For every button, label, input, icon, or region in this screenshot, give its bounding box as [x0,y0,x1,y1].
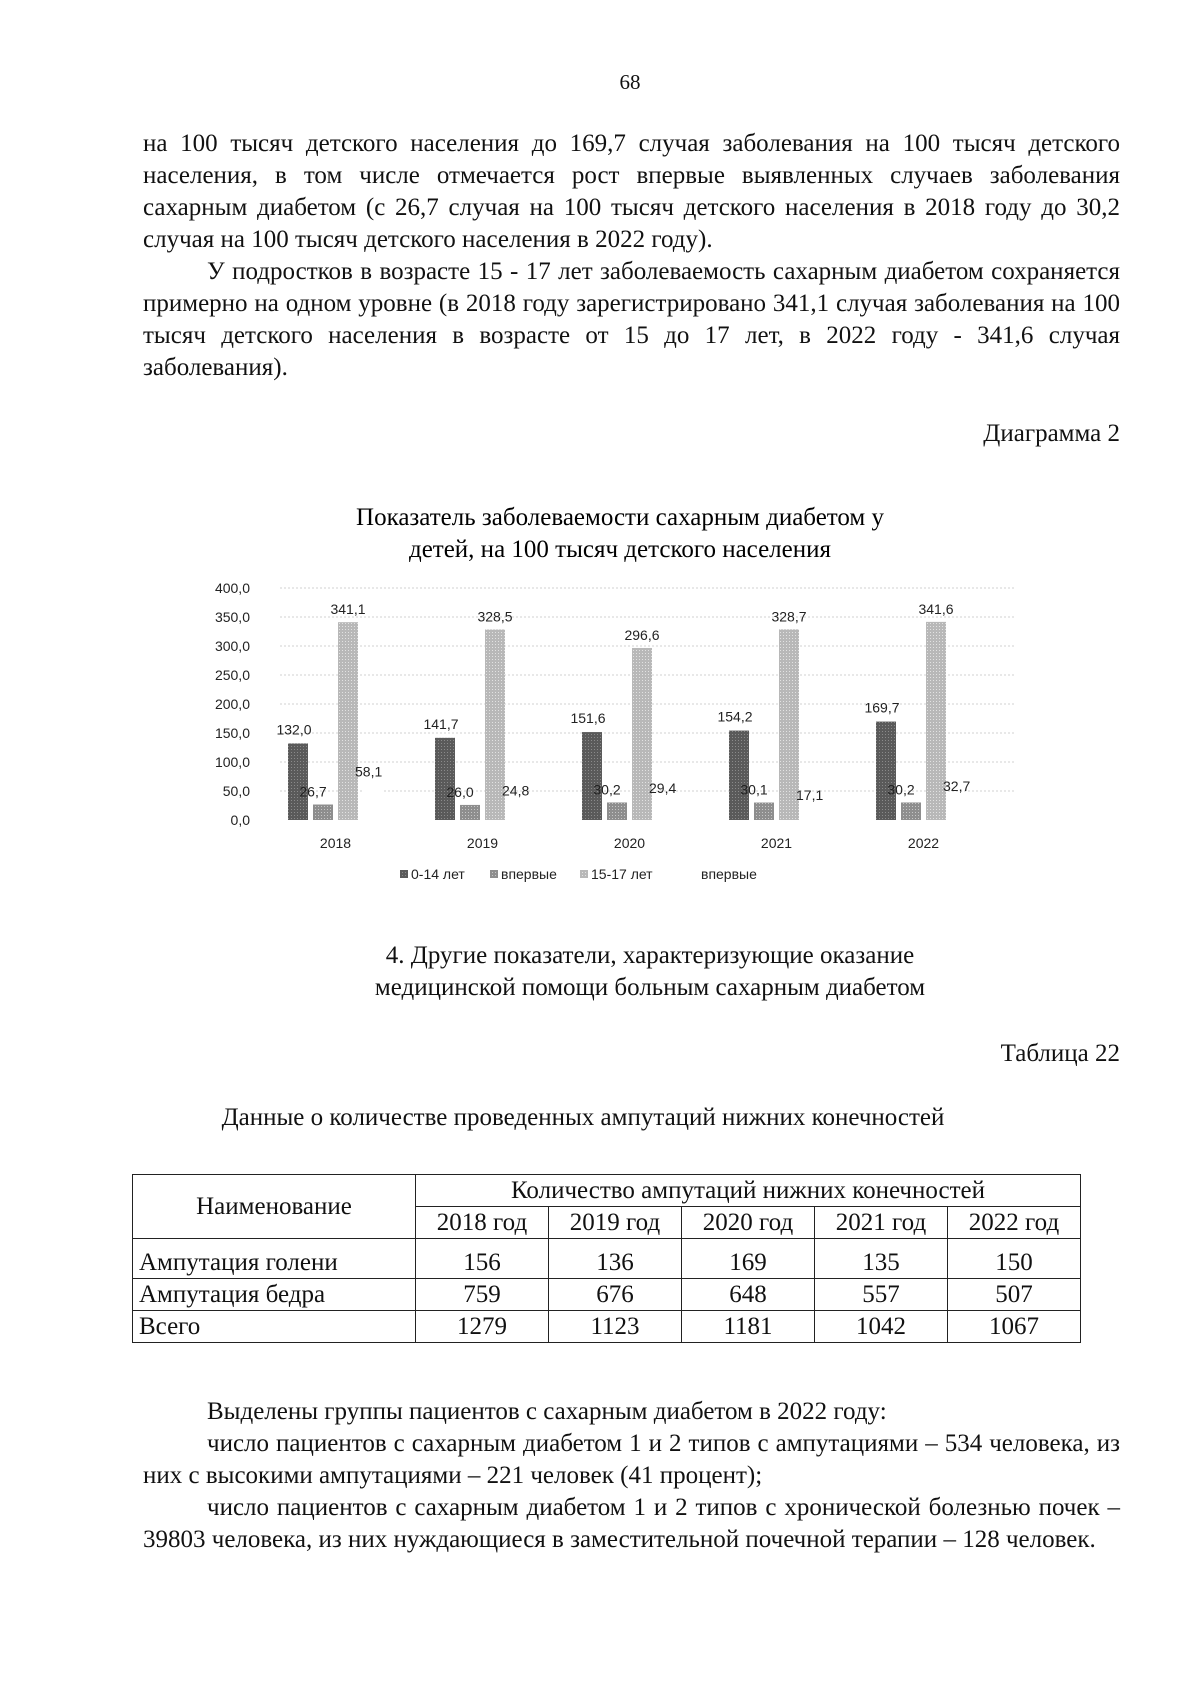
incidence-bar-chart [210,500,1030,900]
data-label: 30,1 [740,781,768,798]
bar-2-2018 [313,805,333,820]
bar-1-2020 [582,732,602,820]
table-cell: 1181 [682,1311,815,1343]
data-label: 29,4 [649,779,677,796]
data-label: 328,5 [477,608,513,625]
chart-title-line1: Показатель заболеваемости сахарным диабетом у [356,504,884,531]
chart-bars [288,622,971,820]
year-header: 2019 год [549,1207,682,1239]
table-cell: 507 [948,1279,1081,1311]
section-title-line1: 4. Другие показатели, характеризующие оказание [385,942,915,969]
year-header: 2018 год [416,1207,549,1239]
x-tick-label: 2019 [466,835,499,851]
paragraph-patient-groups: Выделены группы пациентов с сахарным диабетом в 2022 году: [207,1398,887,1425]
bar-4-2021 [804,810,824,820]
data-label: 26,0 [446,783,474,800]
bar-4-2018 [363,786,383,820]
table-cell: 136 [549,1239,682,1279]
table-cell: 150 [948,1239,1081,1279]
chart-data-labels [276,601,970,803]
y-axis-ticks [215,580,250,828]
row-name: Всего [133,1311,416,1343]
y-tick-label: 300,0 [214,638,250,654]
bar-4-2019 [510,806,530,820]
table-cell: 169 [682,1239,815,1279]
legend-swatch [400,870,408,878]
data-label: 328,7 [771,608,807,625]
paragraph-amputation-patients: число пациентов с сахарным диабетом 1 и 2 типов с ампутациями – 534 человека, из них с высокими ампутациями – 221 человек (41 процент); [143,1430,1120,1489]
section-title [330,940,970,1004]
y-tick-label: 0,0 [230,812,250,828]
year-header: 2020 год [682,1207,815,1239]
year-header: 2021 год [815,1207,948,1239]
page-number: 68 [619,70,641,94]
legend-swatch [490,870,498,878]
group-header: Количество ампутаций нижних конечностей [416,1175,1081,1207]
year-header: 2022 год [948,1207,1081,1239]
bar-4-2020 [657,803,677,820]
row-name: Ампутация бедра [133,1279,416,1311]
table-cell: 1042 [815,1311,948,1343]
table-cell: 156 [416,1239,549,1279]
y-tick-label: 250,0 [214,667,250,683]
name-header: Наименование [133,1175,416,1239]
table-row [133,1311,1081,1343]
legend-item: впервые [501,866,557,882]
y-tick-label: 350,0 [214,609,250,625]
paragraph-incidence-children: на 100 тысяч детского населения до 169,7 случая заболевания на 100 тысяч детского населения, в том числе отмечается рост впервые выявленных случаев заболевания сахарным диабетом (с 26,7 случая на 100 тысяч детского населения в 2018 году до 30,2 случая на 100 тысяч детского населения в 2022 году). [143,130,1120,253]
amputation-table [132,1174,1081,1343]
x-tick-label: 2018 [319,835,352,851]
y-tick-label: 50,0 [222,783,250,799]
diagram-label: Диаграмма 2 [983,420,1120,447]
paragraph-adolescents: У подростков в возрасте 15 - 17 лет заболеваемость сахарным диабетом сохраняется примерно на одном уровне (в 2018 году зарегистрировано 341,1 случая заболевания на 100 тысяч детского населения в возрасте от 15 до 17 лет, в 2022 году - 341,6 случая заболевания). [143,258,1120,381]
data-label: 30,2 [887,781,915,798]
data-label: 169,7 [864,699,900,716]
legend-swatch [580,870,588,878]
x-tick-label: 2021 [760,835,793,851]
data-label: 26,7 [299,783,327,800]
y-tick-label: 400,0 [214,580,250,596]
table-cell: 648 [682,1279,815,1311]
legend-item: 0-14 лет [411,866,465,882]
data-label: 132,0 [276,721,312,738]
paragraph-kidney-patients: число пациентов с сахарным диабетом 1 и 2 типов с хронической болезнью почек – 39803 человека, из них нуждающиеся в заместительной почечной терапии – 128 человек. [143,1494,1120,1553]
y-tick-label: 200,0 [214,696,250,712]
bar-3-2018 [338,622,358,820]
section-title-line2: медицинской помощи больным сахарным диабетом [374,974,926,1001]
bar-1-2022 [876,722,896,820]
table-cell: 557 [815,1279,948,1311]
table-cell: 1123 [549,1311,682,1343]
bar-2-2021 [754,803,774,820]
table-caption: Данные о количестве проведенных ампутаций нижних конечностей [221,1104,945,1131]
data-label: 30,2 [593,781,621,798]
bar-2-2022 [901,802,921,820]
data-label: 141,7 [423,715,459,732]
data-label: 58,1 [355,763,383,780]
data-label: 32,7 [943,778,971,795]
x-tick-label: 2020 [613,835,646,851]
bar-2-2019 [460,805,480,820]
x-tick-label: 2022 [907,835,940,851]
table-cell: 1067 [948,1311,1081,1343]
table-cell: 1279 [416,1311,549,1343]
table-label: Таблица 22 [1000,1040,1120,1067]
data-label: 17,1 [796,787,824,804]
data-label: 341,6 [918,600,954,617]
x-axis-ticks [320,835,939,851]
y-tick-label: 100,0 [214,754,250,770]
legend-item: впервые [701,866,757,882]
table-cell: 759 [416,1279,549,1311]
data-label: 341,1 [330,601,366,618]
data-label: 151,6 [570,710,606,727]
data-label: 154,2 [717,708,753,725]
bar-2-2020 [607,802,627,820]
data-label: 296,6 [624,626,660,643]
legend-item: 15-17 лет [591,866,653,882]
row-name: Ампутация голени [133,1239,416,1279]
bar-1-2018 [288,743,308,820]
y-tick-label: 150,0 [214,725,250,741]
table-row [133,1239,1081,1279]
chart-legend [400,866,757,882]
bar-1-2021 [729,731,749,820]
bar-4-2022 [951,801,971,820]
chart-title-line2: детей, на 100 тысяч детского населения [408,536,832,563]
table-cell: 676 [549,1279,682,1311]
table-cell: 135 [815,1239,948,1279]
data-label: 24,8 [502,782,530,799]
table-row [133,1279,1081,1311]
bar-1-2019 [435,738,455,820]
table-header-row [133,1175,1081,1207]
